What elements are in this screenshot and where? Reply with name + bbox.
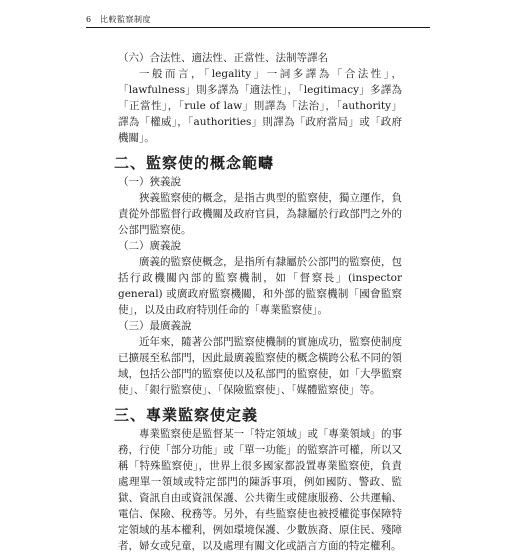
chapter-3-paragraph: 專業監察使是監督某一「特定領域」或「專業領域」的事務，行使「部分功能」或「單一功能」的監察許可權，所以又稱「特殊監察使」，世界上很多國家都設置專業監察使，負責處理單一領域或特定部門的陳訴事項，例如國防、警政、監獄、資訊自由或資訊保護、公共衛生或健康服務、公共運輸、電信、保險、稅務等。另外，有些監察使也被授權從事保障特定領域的基本權利，例如環境保護、少數族裔、原住民、殘障者，婦女或兒童，以及處理有關文化或語言方面的特定權利。	[118, 428, 402, 552]
header-rule	[86, 27, 430, 28]
narrow-definition-paragraph: 狹義監察使的概念，是指古典型的監察使，獨立運作，負責從外部監督行政機關及政府官員，為隸屬於行政部門之外的公部門監察使。	[118, 192, 402, 236]
section-6-heading: （六）合法性、適法性、正當性、法制等譯名	[118, 52, 328, 64]
spacer	[118, 398, 402, 406]
page-body	[114, 50, 402, 554]
section-6-paragraph: 一般而言，「legality」一詞多譯為「合法性」，「lawfulness」則多譯為「適法性」，「legitimacy」多譯為「正當性」，「rule of law」則譯為「法治」，「authority」譯為「權威」，「authorities」則譯為「政府當局」或「政府機關」。	[118, 68, 402, 144]
running-header	[86, 13, 426, 27]
running-title: 比較監察制度	[100, 15, 151, 24]
broad-definition-paragraph: 廣義的監察使概念，是指所有隸屬於公部門的監察使，包括行政機關內部的監察機制，如「督察長」(inspector general) 或廣政府監察機關，和外部的監察機制「國會監察使」，以及由政府特別任命的「專業監察使」。	[118, 256, 402, 316]
page-number: 6	[86, 15, 92, 24]
chapter-3-heading: 三、專業監察使定義	[114, 406, 259, 424]
spacer	[118, 146, 402, 154]
broad-definition-heading: （二）廣義說	[118, 240, 181, 252]
broadest-definition-heading: （三）最廣義說	[118, 320, 192, 332]
broadest-definition-paragraph: 近年來，隨著公部門監察使機制的實施成功，監察使制度已擴展至私部門，因此最廣義監察使的概念橫跨公私不同的領域，包括公部門的監察使以及私部門的監察使，如「大學監察使」、「銀行監察使」、「保險監察使」、「媒體監察使」等。	[118, 336, 402, 396]
narrow-definition-heading: （一）狹義說	[118, 176, 181, 188]
chapter-2-heading: 二、監察使的概念範疇	[114, 154, 275, 172]
